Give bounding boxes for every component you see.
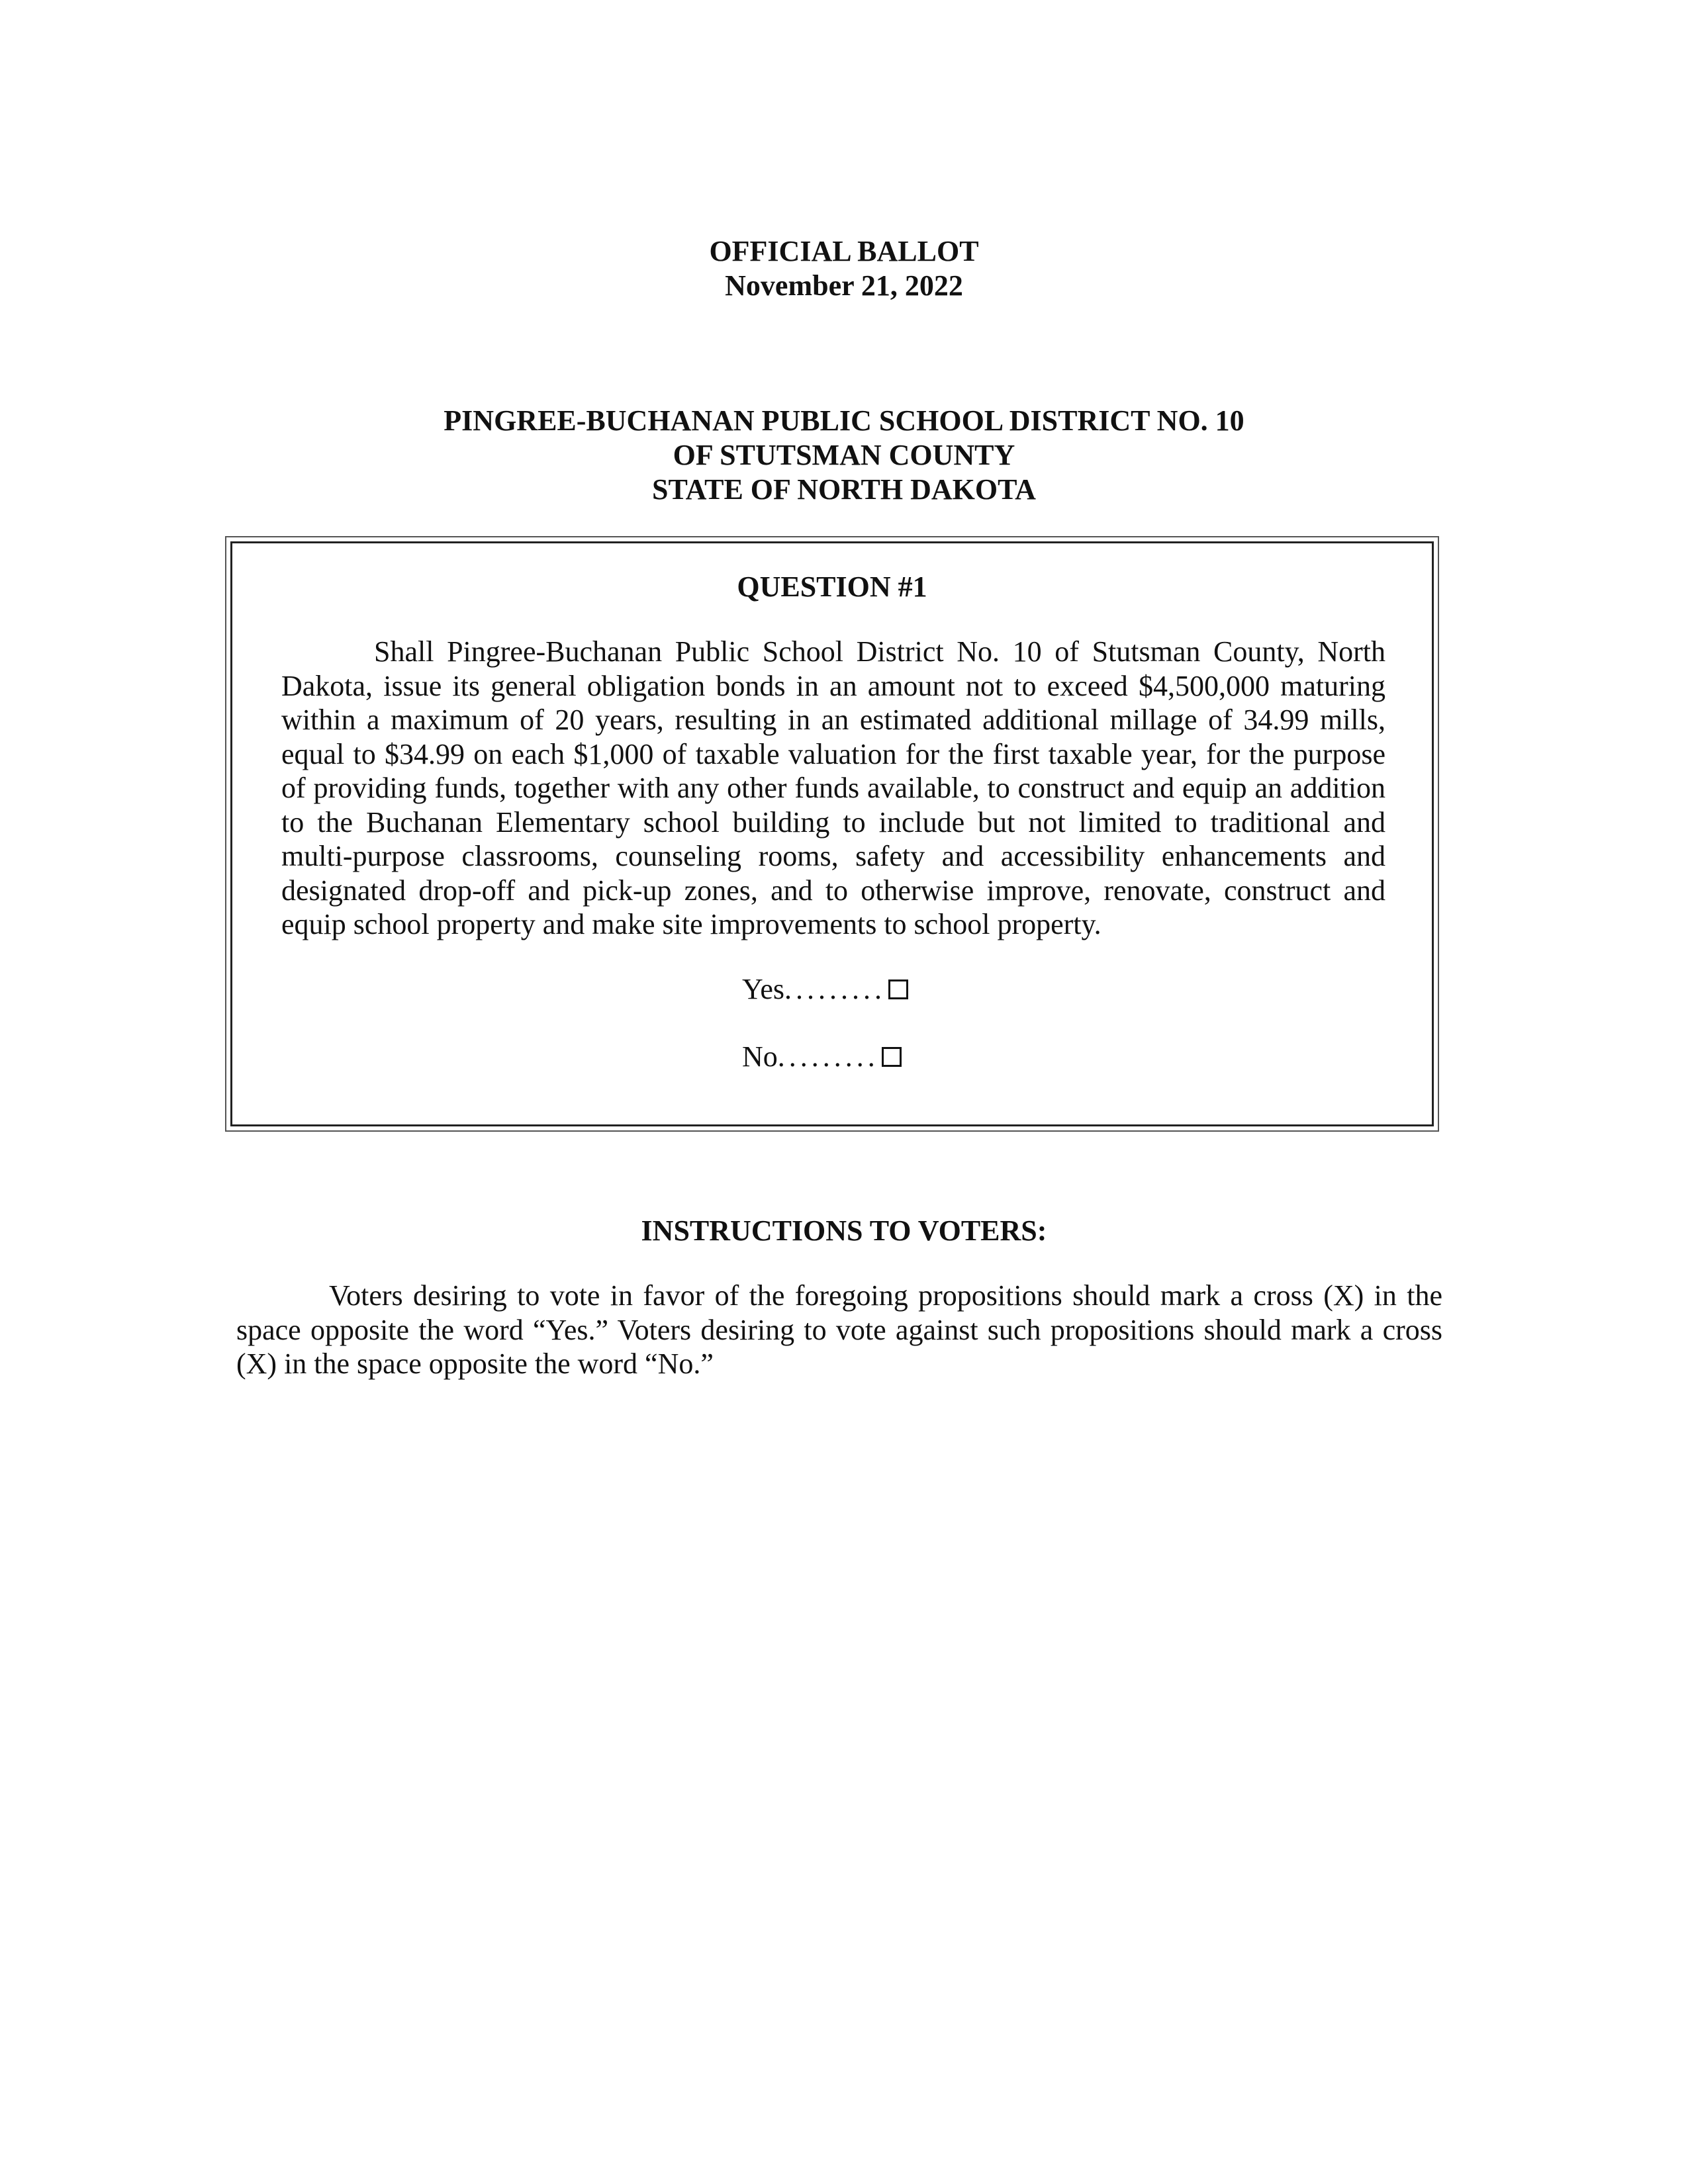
instructions-title: INSTRUCTIONS TO VOTERS: [641,1214,1047,1247]
question-box [230,541,1434,1126]
no-checkbox[interactable] [882,1047,902,1067]
ballot-title: OFFICIAL BALLOT [709,235,979,267]
vote-leader-no: ......... [777,1040,879,1073]
district-name: PINGREE-BUCHANAN PUBLIC SCHOOL DISTRICT NO. 10 [444,404,1244,437]
district-county: OF STUTSMAN COUNTY [673,439,1015,471]
district-header [0,404,1688,507]
vote-label-yes: Yes [742,973,785,1005]
question-title: QUESTION #1 [737,570,927,603]
ballot-date: November 21, 2022 [725,269,963,302]
yes-checkbox[interactable] [888,979,908,999]
vote-option-yes [742,972,908,1007]
vote-option-no [742,1040,902,1074]
vote-label-no: No [742,1040,778,1073]
instructions-text: Voters desiring to vote in favor of the foregoing propositions should mark a cross (X) in the space opposite the word “Yes.” Voters desiring to vote against such propositions should mark a cross (X) in the space opposite the word “No.” [236,1279,1442,1380]
district-state: STATE OF NORTH DAKOTA [652,473,1036,506]
ballot-header [0,234,1688,303]
question-text: Shall Pingree-Buchanan Public School District No. 10 of Stutsman County, North Dakota, issue its general obligation bonds in an amount not to exceed $4,500,000 maturing within a maximum of 20 years, resulting in an estimated additional millage of 34.99 mills, equal to $34.99 on each $1,000 of taxable valuation for the first taxable year, for the purpose of providing funds, together with any other funds available, to construct and equip an addition to the Buchanan Elementary school building to include but not limited to traditional and multi-purpose classrooms, counseling rooms, safety and accessibility enhancements and designated drop-off and pick-up zones, and to otherwise improve, renovate, construct and equip school property and make site improvements to school property. [281,635,1385,940]
vote-leader-yes: ......... [784,973,886,1005]
